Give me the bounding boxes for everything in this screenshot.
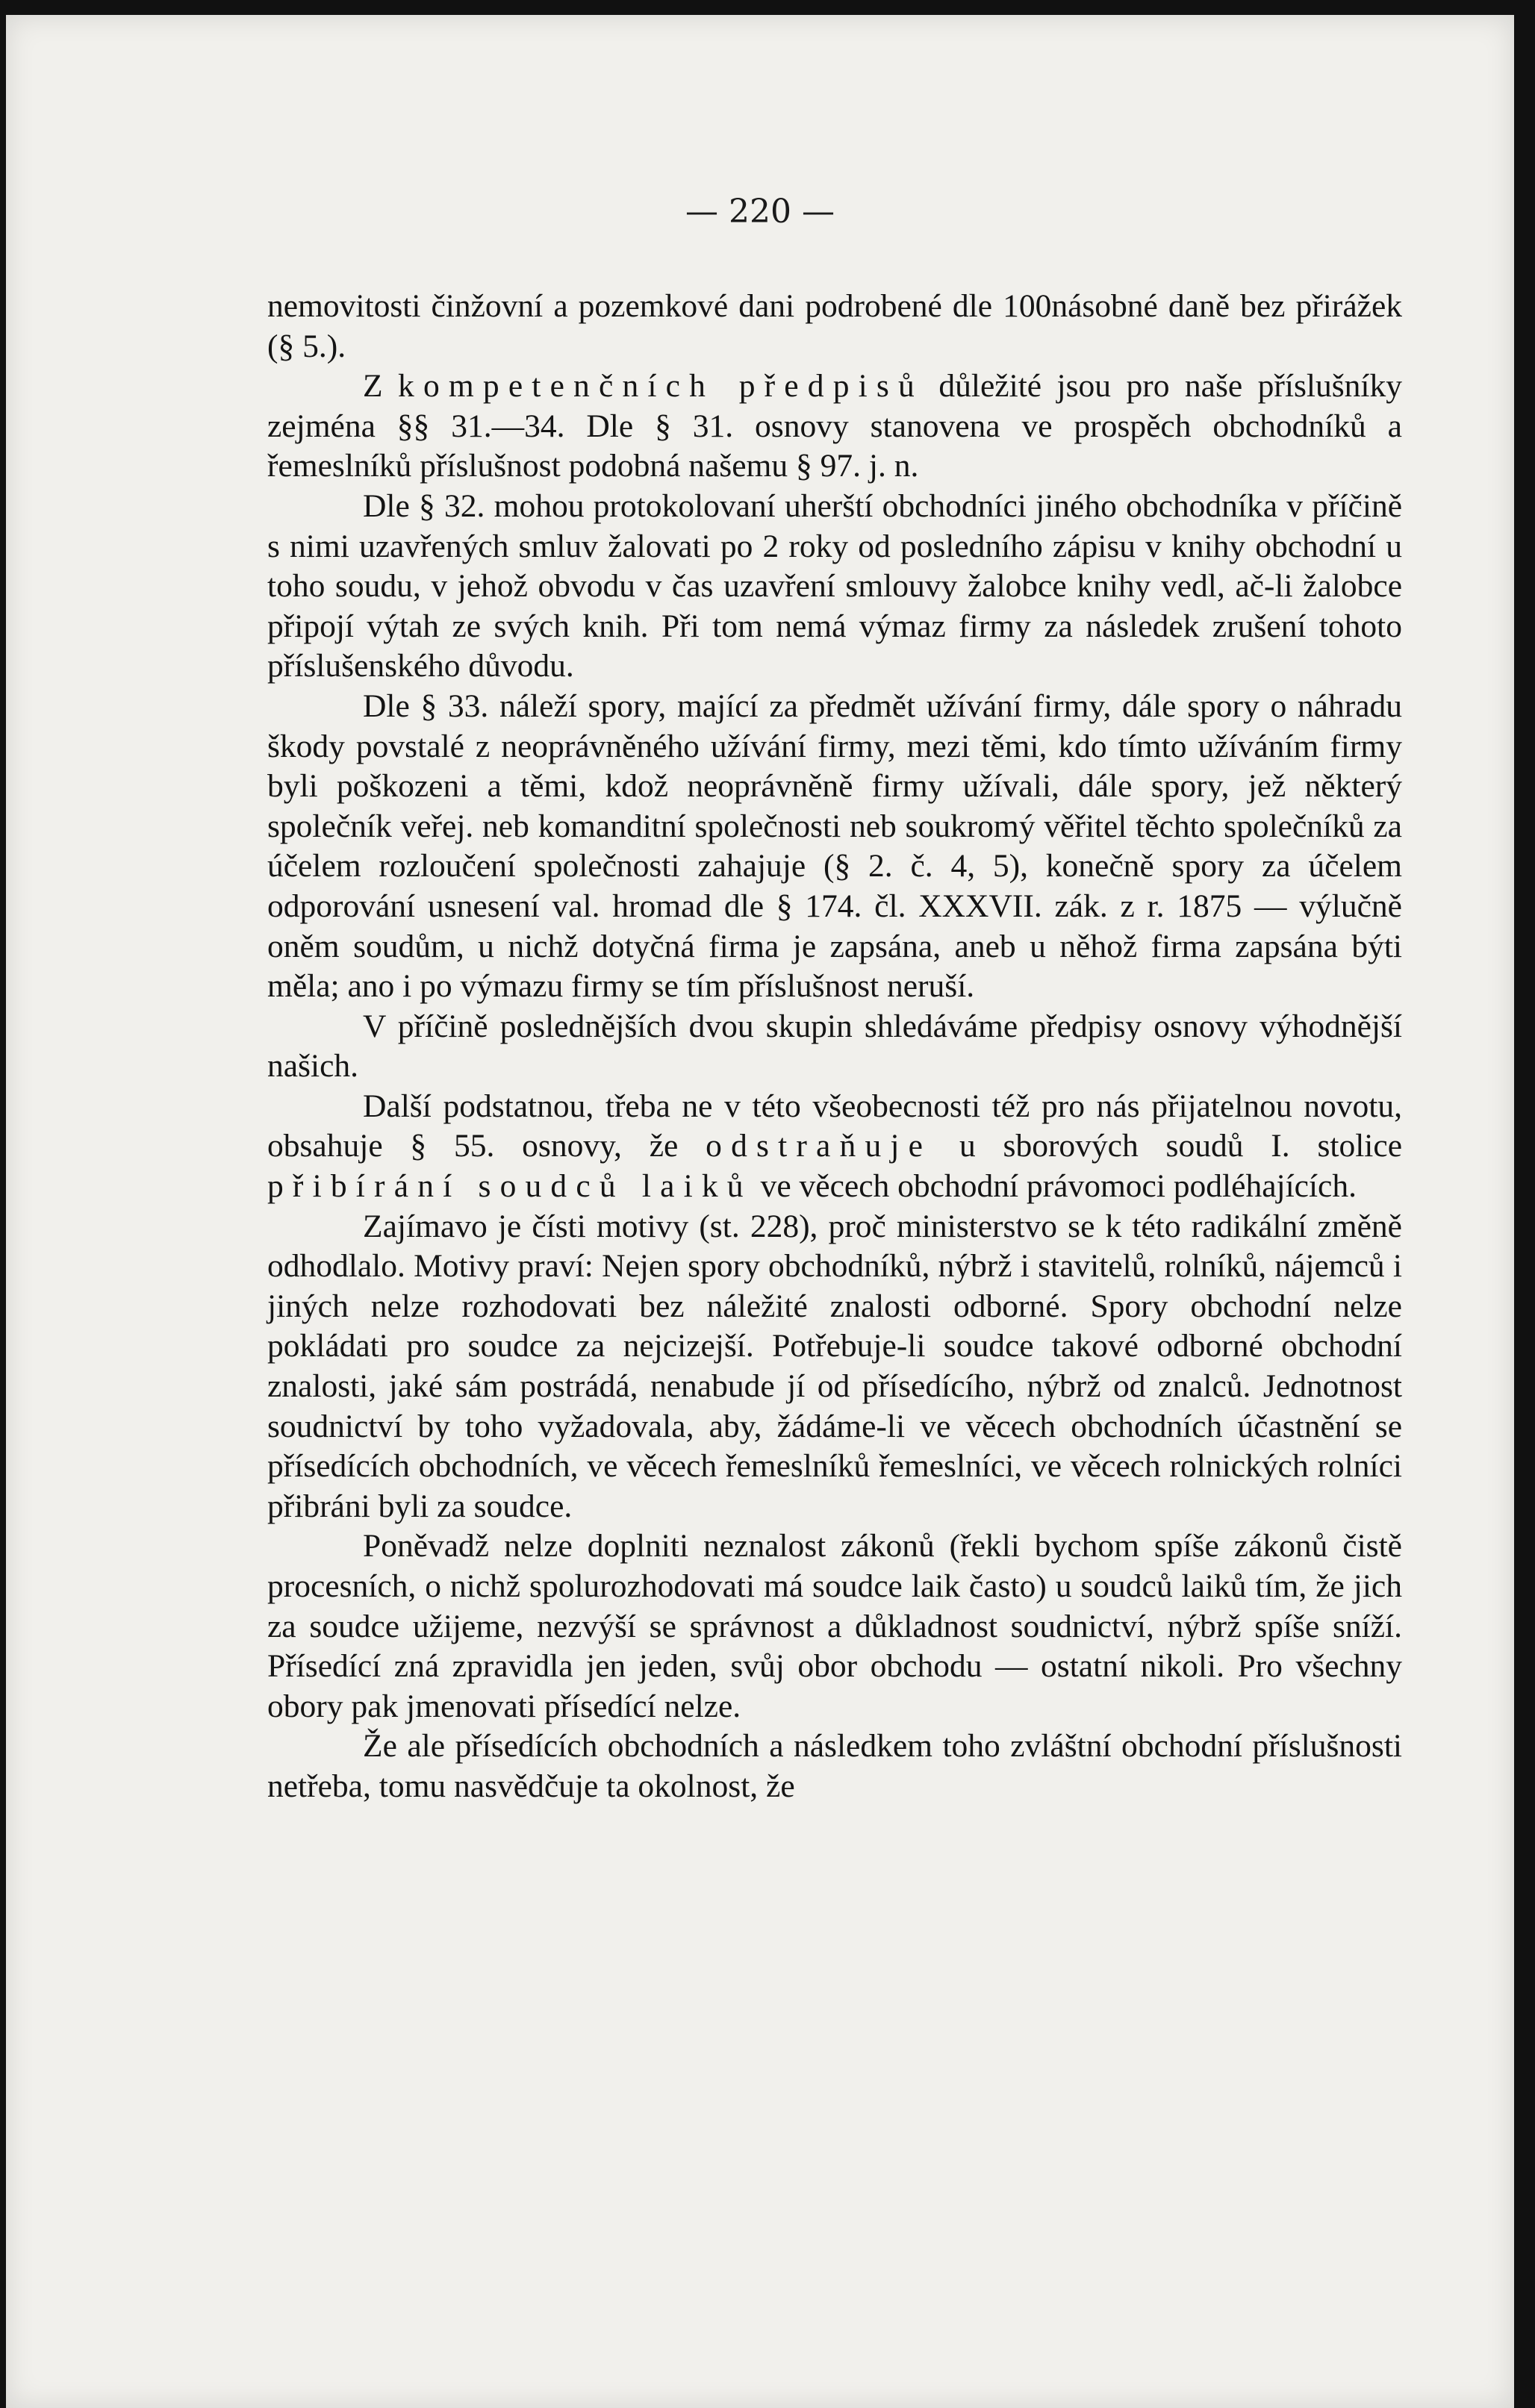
page-number: — 220 — bbox=[685, 193, 835, 231]
paragraph-6-rest: ve věcech obchodní právomoci podléhajících. bbox=[752, 1168, 1357, 1205]
body-text bbox=[267, 287, 1402, 1807]
paragraph-6 bbox=[267, 1087, 1402, 1207]
paragraph-1: nemovitosti činžovní a pozemkové dani podrobené dle 100násobné daně bez přirážek (§ 5.). bbox=[267, 288, 1402, 364]
paragraph-4: Dle § 33. náleží spory, mající za předmět užívání firmy, dále spory o náhradu škody povstalé z neoprávněného užívání firmy, mezi těmi, kdo tímto užíváním firmy byli poškozeni a těmi, kdož neoprávněně firmy užívali, dále spory, jež některý společník veřej. neb komanditní společnosti neb soukromý věřitel těchto společníků za účelem rozloučení společnosti zahajuje (§ 2. č. 4, 5), konečně spory za účelem odporování usnesení val. hromad dle § 174. čl. XXXVII. zák. z r. 1875 — výlučně oněm soudům, u nichž dotyčná firma je zapsána, aneb u něhož firma zapsána býti měla; ano i po výmazu firmy se tím příslušnost neruší. bbox=[267, 687, 1402, 1005]
paragraph-8: Poněvadž nelze doplniti neznalost zákonů (řekli bychom spíše zákonů čistě procesních, o nichž spolurozhodovati má soudce laik často) u soudců laiků tím, že jich za soudce užijeme, nezvýší se správnost a důkladnost soudnictví, nýbrž spíše sníží. Přísedící zná zpravidla jen jeden, svůj obor obchodu — ostatní nikoli. Pro všechny obory pak jmenovati přísedící nelze. bbox=[267, 1528, 1402, 1724]
paragraph-2 bbox=[267, 366, 1402, 487]
paragraph-3: Dle § 32. mohou protokolovaní uherští obchodníci jiného obchodníka v příčině s nimi uzavřených smluv žalovati po 2 roky od posledního zápisu v knihy obchodní u toho soudu, v jehož obvodu v čas uzavření smlouvy žalobce knihy vedl, ač-li žalobce připojí výtah ze svých knih. Při tom nemá výmaz firmy za následek zrušení tohoto příslušenského důvodu. bbox=[267, 487, 1402, 684]
spaced-term-kompetencni-predpisy: kompetenčních předpisů bbox=[398, 368, 924, 405]
paragraph-7: Zajímavo je čísti motivy (st. 228), proč ministerstvo se k této radikální změně odhodlalo. Motivy praví: Nejen spory obchodníků, nýbrž i stavitelů, rolníků, nájemců i jiných nelze rozhodovati bez náležité znalosti odborné. Spory obchodní nelze pokládati pro soudce za nejcizejší. Potřebuje-li soudce takové odborné obchodní znalosti, jaké sám postrádá, nenabude jí od přísedícího, nýbrž od znalců. Jednotnost soudnictví by toho vyžadovala, aby, žádáme-li ve věcech obchodních účastnění se přísedících obchodních, ve věcech řemeslníků řemeslníci, ve věcech rolnických rolníci přibráni byli za soudce. bbox=[267, 1208, 1402, 1524]
spaced-term-odstranuje: odstraňuje bbox=[706, 1128, 932, 1164]
paragraph-6-lead: Další podstatnou, třeba ne v této všeobecnosti též pro nás přijatelnou novotu, obsahuje § 55. osnovy, že bbox=[267, 1088, 1402, 1164]
paragraph-9: Že ale přísedících obchodních a následkem toho zvláštní obchodní příslušnosti netřeba, tomu nasvědčuje ta okolnost, že bbox=[267, 1728, 1402, 1804]
book-page bbox=[6, 15, 1514, 2408]
paragraph-6-mid: u sborových soudů I. stolice bbox=[932, 1128, 1402, 1164]
paragraph-2-lead: Z bbox=[363, 368, 399, 405]
paragraph-5: V příčině poslednějších dvou skupin shledáváme předpisy osnovy výhodnější našich. bbox=[267, 1008, 1402, 1085]
spaced-term-pribirani-soudcu-laiku: přibírání soudců laiků bbox=[267, 1168, 753, 1205]
paragraph-2-rest: důležité jsou pro naše příslušníky zejména §§ 31.—34. Dle § 31. osnovy stanovena ve prospěch obchodníků a řemeslníků příslušnost podobná našemu § 97. j. n. bbox=[267, 368, 1402, 484]
